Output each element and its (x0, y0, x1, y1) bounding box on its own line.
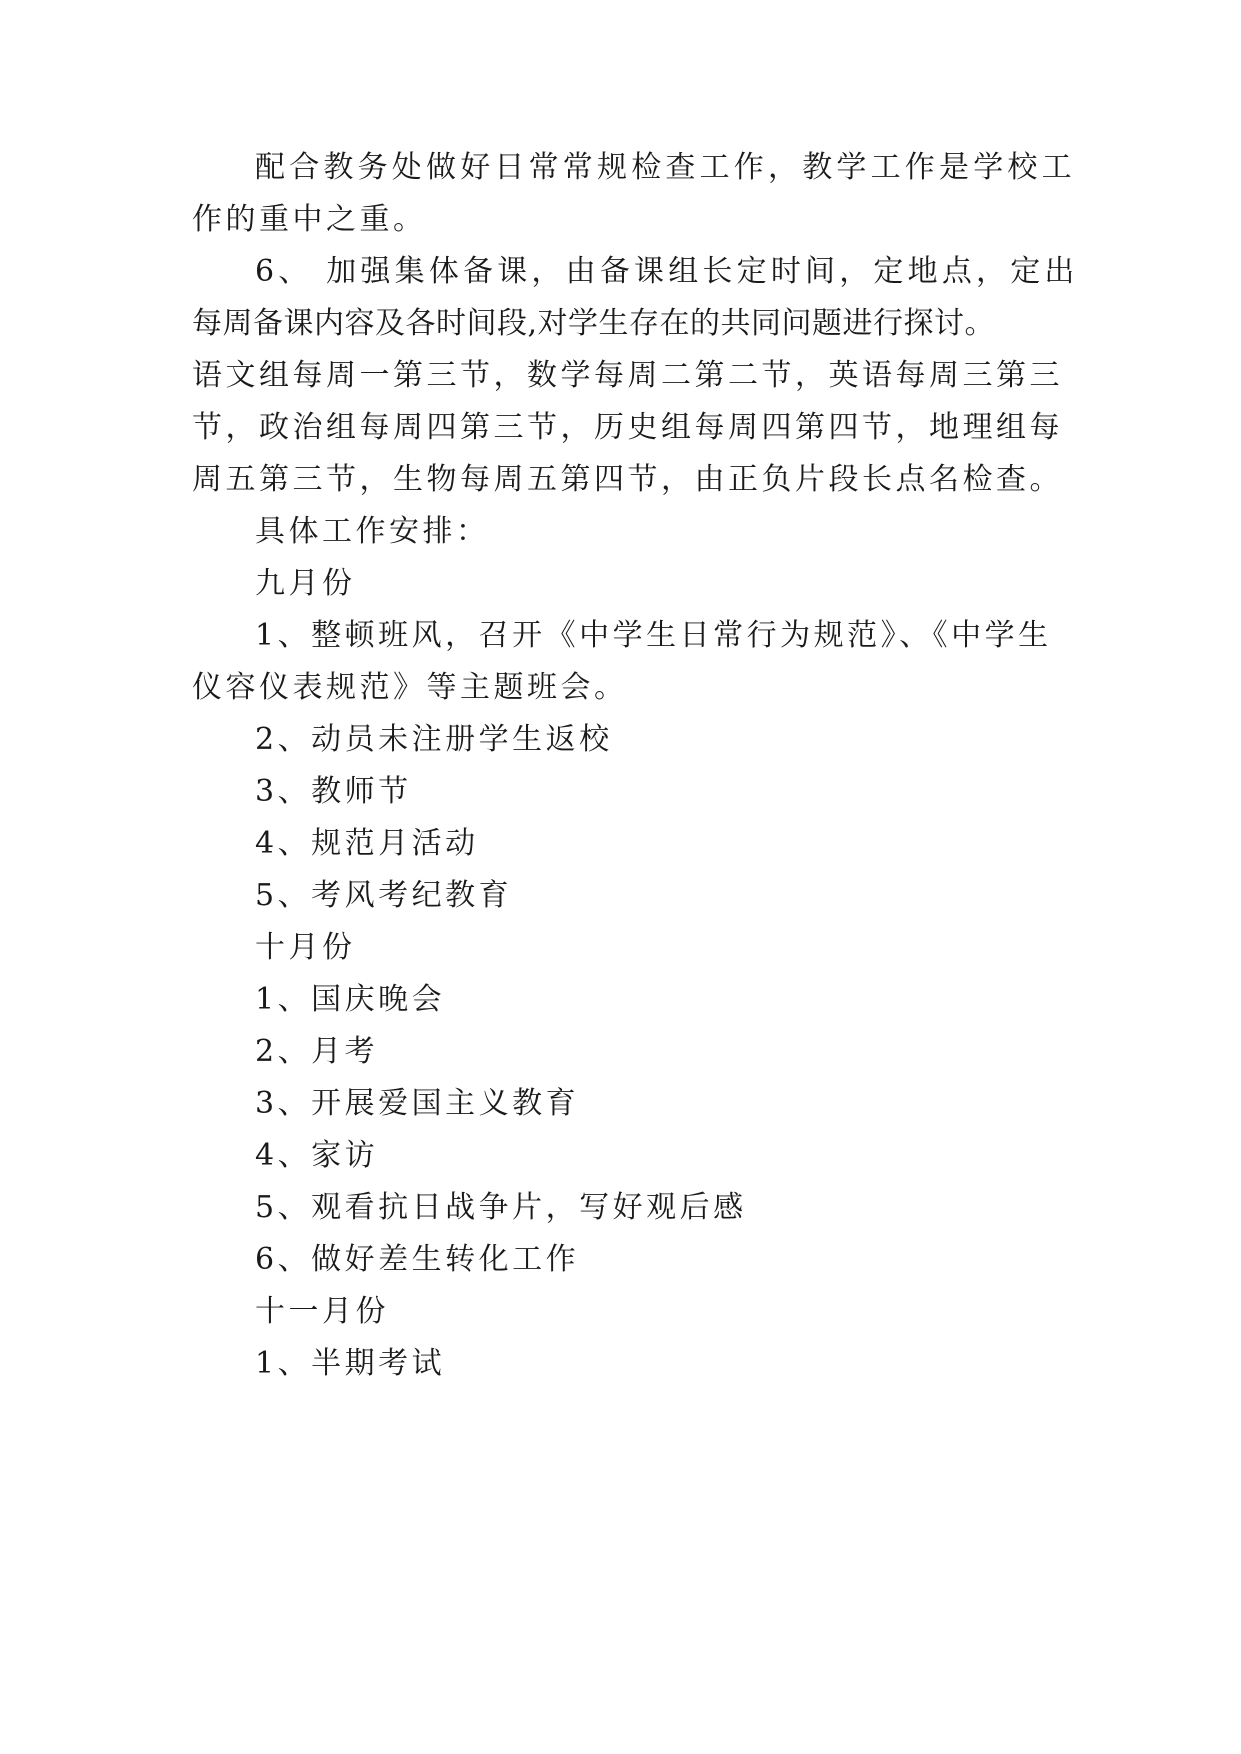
list-item: 4、家访 (255, 1138, 379, 1173)
list-item: 4、规范月活动 (255, 826, 479, 861)
list-item: 6、做好差生转化工作 (255, 1242, 580, 1277)
list-item: 5、观看抗日战争片，写好观后感 (255, 1190, 747, 1225)
month-heading: 十一月份 (255, 1294, 389, 1329)
list-item: 2、月考 (255, 1034, 379, 1069)
month-heading: 九月份 (255, 566, 356, 601)
paragraph-line: 周五第三节，生物每周五第四节，由正负片段长点名检查。 (192, 462, 1063, 497)
paragraph-line: 作的重中之重。 (192, 202, 427, 237)
list-item: 1、整顿班风，召开《中学生日常行为规范》、《中学生 (255, 618, 1052, 653)
list-item: 5、考风考纪教育 (255, 878, 513, 913)
list-item: 1、国庆晚会 (255, 982, 446, 1017)
paragraph-line: 语文组每周一第三节，数学每周二第二节，英语每周三第三 (192, 358, 1063, 393)
list-item: 3、教师节 (255, 774, 412, 809)
list-item: 3、开展爱国主义教育 (255, 1086, 580, 1121)
list-item-continuation: 仪容仪表规范》等主题班会。 (192, 670, 628, 705)
list-item: 2、动员未注册学生返校 (255, 722, 613, 757)
month-heading: 十月份 (255, 930, 356, 965)
paragraph-line: 每周备课内容及各时间段,对学生存在的共同问题进行探讨。 (192, 306, 996, 341)
section-label: 具体工作安排： (255, 514, 490, 549)
paragraph-line: 节，政治组每周四第三节，历史组每周四第四节，地理组每 (192, 410, 1063, 445)
paragraph-line: 6、 加强集体备课，由备课组长定时间，定地点，定出 (255, 254, 1079, 289)
list-item: 1、半期考试 (255, 1346, 446, 1381)
paragraph-line: 配合教务处做好日常常规检查工作，教学工作是学校工 (255, 150, 1076, 185)
